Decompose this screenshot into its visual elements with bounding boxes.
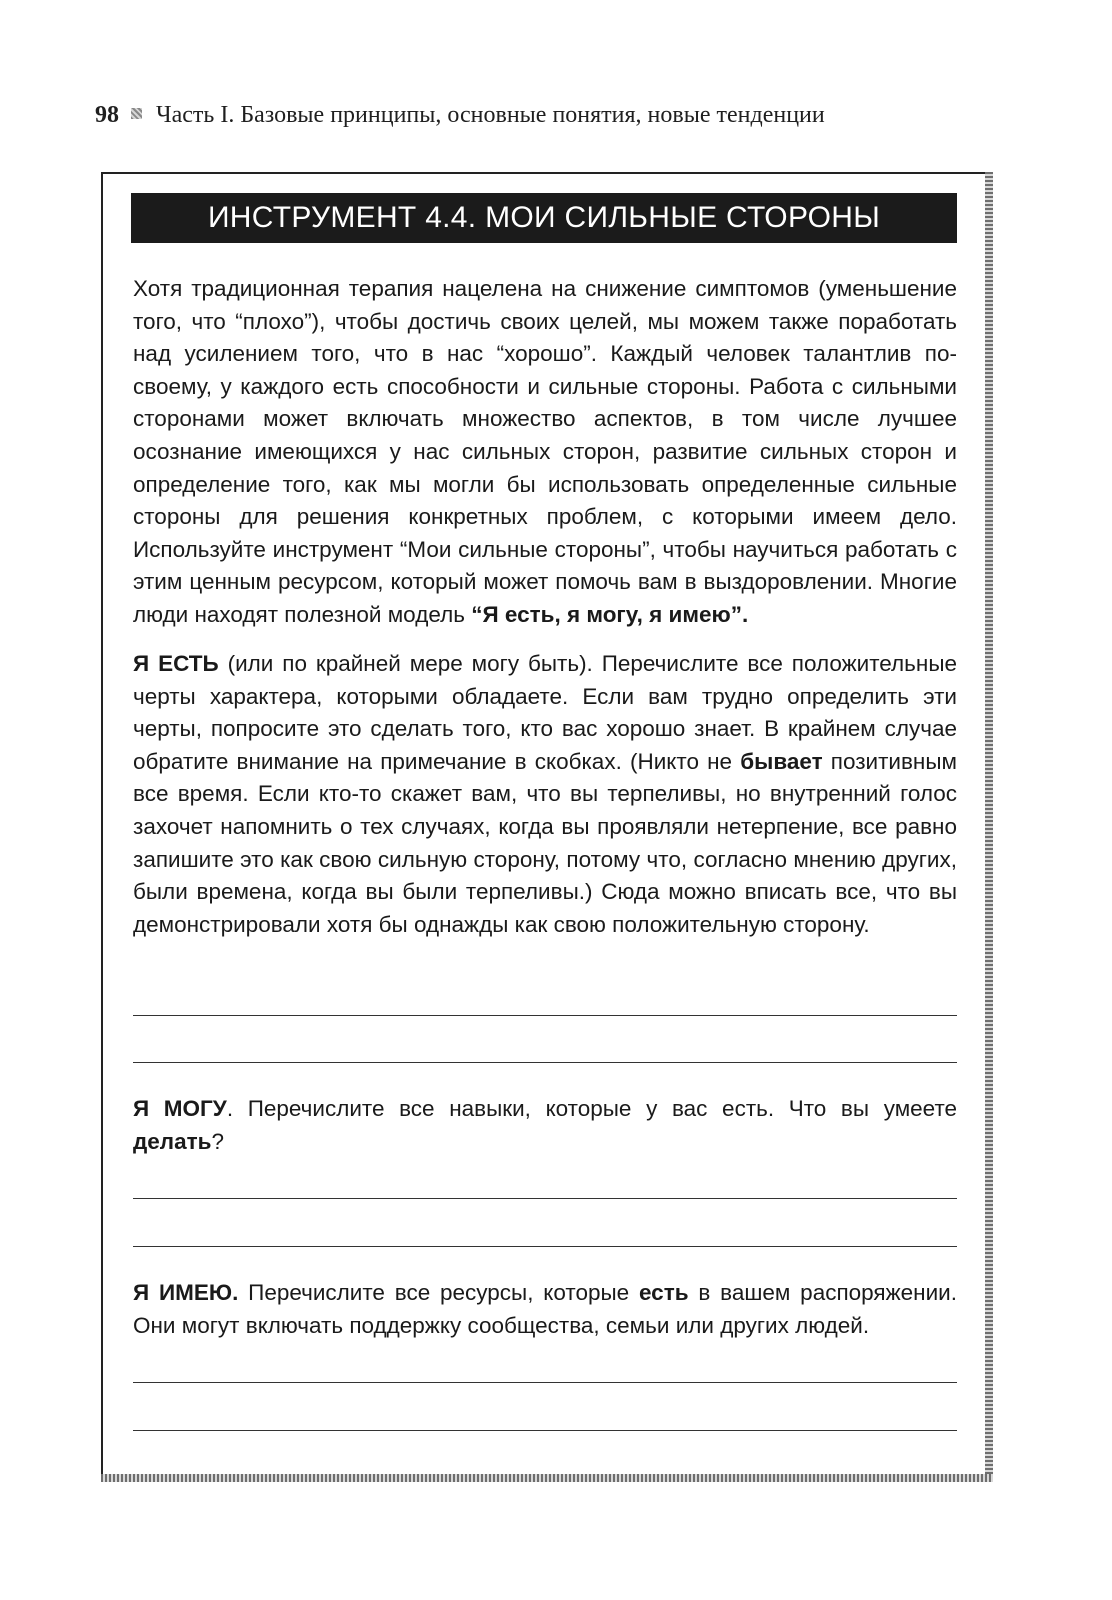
page-number: 98: [95, 102, 119, 128]
running-header: [95, 100, 825, 130]
i-am-paragraph: [133, 648, 957, 941]
i-can-emphasis: делать: [133, 1128, 212, 1154]
square-bullet-icon: [131, 108, 142, 119]
i-am-label: Я ЕСТЬ: [133, 651, 219, 676]
i-can-paragraph: [133, 1093, 957, 1158]
intro-paragraph: [133, 273, 957, 632]
i-have-text-2: в вашем распоряжении. Они могут включать поддержку сообщества, семьи или других людей.: [133, 1280, 957, 1338]
i-am-text-1: (или по крайней мере могу быть). Перечислите все положительные черты характера, которыми обладаете. Если вам трудно определить эти черты, попросите это сделать того, кто вас хорошо знает. В крайнем случае обратите внимание на примечание в скобках. (Никто не: [133, 651, 958, 774]
i-have-text-1: Перечислите все ресурсы, которые: [238, 1280, 639, 1305]
i-have-answer-line-2[interactable]: [133, 1430, 957, 1431]
i-am-answer-line-1[interactable]: [133, 1015, 957, 1016]
running-title: Часть I. Базовые принципы, основные понятия, новые тенденции: [156, 102, 825, 128]
frame-shadow-bottom: [101, 1474, 993, 1482]
intro-model: “Я есть, я могу, я имею”.: [471, 601, 749, 627]
tool-title: ИНСТРУМЕНТ 4.4. МОИ СИЛЬНЫЕ СТОРОНЫ: [131, 193, 957, 243]
i-am-answer-line-2[interactable]: [133, 1062, 957, 1063]
i-have-paragraph: [133, 1277, 957, 1342]
i-can-label: Я МОГУ: [133, 1096, 227, 1121]
i-can-text-1: . Перечислите все навыки, которые у вас есть. Что вы умеете: [226, 1096, 958, 1121]
i-am-text-2: позитивным все время. Если кто-то скажет вам, что вы терпеливы, но внутренний голос захочет напомнить о тех случаях, когда вы проявляли нетерпение, все равно запишите это как свою сильную сторону, потому что, согласно мнению других, были времена, когда вы были терпеливы.) Сюда можно вписать все, что вы демонстрировали хотя бы однажды как свою положительную сторону.: [133, 748, 957, 937]
i-can-answer-line-1[interactable]: [133, 1198, 957, 1199]
i-have-emphasis: есть: [638, 1280, 689, 1305]
frame-shadow-right: [985, 172, 993, 1482]
i-can-answer-line-2[interactable]: [133, 1246, 957, 1247]
i-have-answer-line-1[interactable]: [133, 1382, 957, 1383]
i-am-emphasis: бывает: [740, 748, 823, 774]
i-can-text-2: ?: [211, 1128, 224, 1154]
i-have-label: Я ИМЕЮ.: [133, 1280, 239, 1305]
intro-text: Хотя традиционная терапия нацелена на снижение симптомов (уменьшение того, что “плохо”), чтобы достичь своих целей, мы можем также поработать над усилением того, что в нас “хорошо”. Каждый человек талантлив по-своему, у каждого есть способности и сильные стороны. Работа с сильными сторонами может включать множество аспектов, в том числе лучшее осознание имеющихся у нас сильных сторон, развитие сильных сторон и определение того, как мы могли бы использовать определенные сильные стороны для решения конкретных проблем, с которыми имеем дело. Используйте инструмент “Мои сильные стороны”, чтобы научиться работать с этим ценным ресурсом, который может помочь вам в выздоровлении. Многие люди находят полезной модель: [133, 276, 957, 627]
